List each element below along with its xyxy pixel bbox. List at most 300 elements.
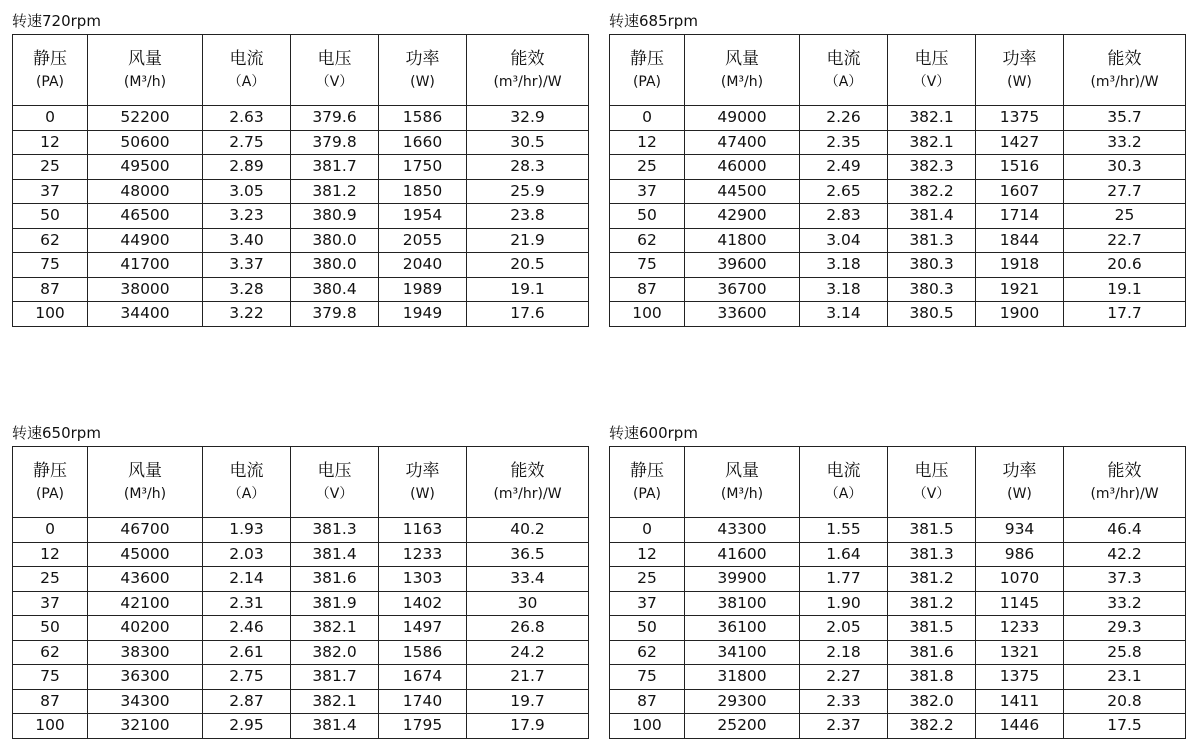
table-cell: 33.2 (1064, 130, 1186, 155)
table-cell: 381.7 (291, 155, 379, 180)
table-cell: 21.7 (467, 665, 589, 690)
table-row (13, 518, 589, 543)
table-cell: 1233 (976, 616, 1064, 641)
column-header-label: 风量 (128, 460, 162, 481)
table-cell: 50 (13, 204, 88, 229)
table-cell: 2.75 (203, 130, 291, 155)
table-cell: 36700 (685, 277, 800, 302)
table-row (610, 616, 1186, 641)
column-header-label: 静压 (630, 460, 664, 481)
table-cell: 1145 (976, 591, 1064, 616)
column-header-label: 静压 (630, 48, 664, 69)
table-cell: 2.31 (203, 591, 291, 616)
table-cell: 2.35 (800, 130, 888, 155)
table-cell: 1375 (976, 665, 1064, 690)
table-cell: 37.3 (1064, 567, 1186, 592)
table-cell: 381.3 (291, 518, 379, 543)
table-cell: 47400 (685, 130, 800, 155)
table-cell: 1660 (379, 130, 467, 155)
column-header-unit: （V） (315, 486, 354, 503)
table-cell: 1070 (976, 567, 1064, 592)
column-header-label: 能效 (1107, 48, 1142, 69)
column-header-label: 能效 (510, 460, 545, 481)
table-cell: 17.6 (467, 302, 589, 327)
table-cell: 46.4 (1064, 518, 1186, 543)
header-row (13, 447, 589, 518)
table-row (610, 155, 1186, 180)
column-header-unit: (PA) (35, 74, 65, 91)
table-cell: 37 (610, 179, 685, 204)
table-cell: 75 (13, 665, 88, 690)
table-cell: 37 (610, 591, 685, 616)
table-cell: 29300 (685, 689, 800, 714)
column-header (467, 447, 589, 518)
table-cell: 25 (13, 155, 88, 180)
table-cell: 0 (610, 518, 685, 543)
table-cell: 41800 (685, 228, 800, 253)
table-cell: 1949 (379, 302, 467, 327)
table-cell: 20.8 (1064, 689, 1186, 714)
table-cell: 2.03 (203, 542, 291, 567)
table-cell: 87 (13, 277, 88, 302)
table-cell: 382.1 (291, 616, 379, 641)
column-header-label: 电流 (229, 460, 264, 481)
table-row (13, 155, 589, 180)
table-cell: 49500 (88, 155, 203, 180)
table-cell: 1402 (379, 591, 467, 616)
table-cell: 1.90 (800, 591, 888, 616)
table-cell: 1586 (379, 106, 467, 131)
table-cell: 48000 (88, 179, 203, 204)
column-header (800, 35, 888, 106)
table-cell: 1795 (379, 714, 467, 739)
table-cell: 50 (13, 616, 88, 641)
table-cell: 382.1 (291, 689, 379, 714)
table-cell: 75 (610, 253, 685, 278)
table-cell: 3.22 (203, 302, 291, 327)
table-cell: 17.9 (467, 714, 589, 739)
column-header-unit: （V） (315, 74, 354, 91)
table-cell: 30.3 (1064, 155, 1186, 180)
column-header (291, 447, 379, 518)
table-cell: 2.89 (203, 155, 291, 180)
column-header (976, 447, 1064, 518)
table-cell: 1989 (379, 277, 467, 302)
performance-table (12, 446, 589, 739)
table-cell: 87 (610, 689, 685, 714)
table-cell: 32.9 (467, 106, 589, 131)
table-cell: 2.18 (800, 640, 888, 665)
column-header (976, 35, 1064, 106)
table-cell: 2.95 (203, 714, 291, 739)
table-cell: 34400 (88, 302, 203, 327)
column-header-label: 电压 (914, 48, 949, 69)
table-cell: 31800 (685, 665, 800, 690)
table-cell: 24.2 (467, 640, 589, 665)
table-cell: 33.2 (1064, 591, 1186, 616)
column-header-label: 电流 (229, 48, 264, 69)
table-block-685 (609, 10, 1186, 327)
header-row (610, 447, 1186, 518)
table-cell: 986 (976, 542, 1064, 567)
column-header-unit: (m³/hr)/W (493, 74, 562, 91)
table-cell: 1.55 (800, 518, 888, 543)
table-cell: 25 (13, 567, 88, 592)
table-cell: 382.1 (888, 106, 976, 131)
column-header-unit: (W) (410, 486, 435, 503)
table-row (13, 130, 589, 155)
column-header-label: 功率 (1002, 460, 1037, 481)
table-cell: 2.26 (800, 106, 888, 131)
column-header (13, 447, 88, 518)
column-header-label: 静压 (33, 48, 67, 69)
column-header-unit: （A） (227, 486, 266, 503)
table-row (610, 542, 1186, 567)
table-cell: 25.9 (467, 179, 589, 204)
table-cell: 381.4 (291, 714, 379, 739)
column-header-unit: (W) (1007, 74, 1032, 91)
table-cell: 1607 (976, 179, 1064, 204)
table-row (13, 228, 589, 253)
column-header-label: 电压 (914, 460, 949, 481)
table-cell: 36.5 (467, 542, 589, 567)
table-cell: 19.7 (467, 689, 589, 714)
column-header (467, 35, 589, 106)
table-cell: 1163 (379, 518, 467, 543)
table-cell: 381.6 (888, 640, 976, 665)
table-cell: 1446 (976, 714, 1064, 739)
table-cell: 12 (13, 542, 88, 567)
table-row (610, 130, 1186, 155)
table-cell: 62 (610, 228, 685, 253)
table-cell: 381.9 (291, 591, 379, 616)
table-cell: 381.4 (291, 542, 379, 567)
table-cell: 34100 (685, 640, 800, 665)
table-cell: 3.40 (203, 228, 291, 253)
table-cell: 3.14 (800, 302, 888, 327)
table-cell: 100 (610, 302, 685, 327)
table-cell: 21.9 (467, 228, 589, 253)
table-cell: 0 (13, 106, 88, 131)
table-title: 转速720rpm (12, 12, 101, 30)
column-header-unit: （A） (824, 74, 863, 91)
table-cell: 41600 (685, 542, 800, 567)
table-cell: 2.87 (203, 689, 291, 714)
column-header-label: 静压 (33, 460, 67, 481)
table-cell: 3.04 (800, 228, 888, 253)
table-row (610, 228, 1186, 253)
table-cell: 40200 (88, 616, 203, 641)
table-cell: 33.4 (467, 567, 589, 592)
table-cell: 100 (13, 714, 88, 739)
column-header (13, 35, 88, 106)
table-cell: 40.2 (467, 518, 589, 543)
table-row (13, 542, 589, 567)
table-cell: 2.05 (800, 616, 888, 641)
table-cell: 379.8 (291, 130, 379, 155)
table-cell: 2.65 (800, 179, 888, 204)
column-header (1064, 35, 1186, 106)
table-cell: 381.2 (888, 567, 976, 592)
table-cell: 1844 (976, 228, 1064, 253)
table-cell: 381.5 (888, 518, 976, 543)
table-cell: 381.3 (888, 228, 976, 253)
table-cell: 20.6 (1064, 253, 1186, 278)
table-cell: 379.6 (291, 106, 379, 131)
table-cell: 100 (13, 302, 88, 327)
column-header (685, 35, 800, 106)
table-cell: 42.2 (1064, 542, 1186, 567)
table-cell: 39600 (685, 253, 800, 278)
table-cell: 380.9 (291, 204, 379, 229)
table-cell: 2.14 (203, 567, 291, 592)
column-header-unit: (PA) (632, 486, 662, 503)
table-cell: 3.18 (800, 253, 888, 278)
table-cell: 19.1 (467, 277, 589, 302)
column-header (379, 35, 467, 106)
column-header-unit: （V） (912, 74, 951, 91)
table-cell: 19.1 (1064, 277, 1186, 302)
column-header-unit: （A） (824, 486, 863, 503)
table-cell: 2.27 (800, 665, 888, 690)
table-cell: 380.3 (888, 253, 976, 278)
column-header-unit: (m³/hr)/W (1090, 74, 1159, 91)
table-row (13, 567, 589, 592)
table-cell: 32100 (88, 714, 203, 739)
table-cell: 2.61 (203, 640, 291, 665)
column-header-unit: (M³/h) (720, 486, 764, 503)
table-cell: 52200 (88, 106, 203, 131)
table-row (13, 714, 589, 739)
table-cell: 381.2 (291, 179, 379, 204)
table-cell: 43600 (88, 567, 203, 592)
table-cell: 37 (13, 179, 88, 204)
table-cell: 12 (13, 130, 88, 155)
table-cell: 26.8 (467, 616, 589, 641)
table-cell: 1750 (379, 155, 467, 180)
table-cell: 2.37 (800, 714, 888, 739)
table-cell: 23.1 (1064, 665, 1186, 690)
table-block-720 (12, 10, 589, 327)
table-row (610, 714, 1186, 739)
table-cell: 34300 (88, 689, 203, 714)
table-cell: 382.2 (888, 179, 976, 204)
table-cell: 1918 (976, 253, 1064, 278)
table-cell: 381.7 (291, 665, 379, 690)
column-header-unit: (PA) (35, 486, 65, 503)
column-header (88, 35, 203, 106)
table-cell: 1427 (976, 130, 1064, 155)
table-cell: 62 (13, 228, 88, 253)
table-cell: 3.18 (800, 277, 888, 302)
table-cell: 1497 (379, 616, 467, 641)
table-cell: 12 (610, 130, 685, 155)
table-cell: 2055 (379, 228, 467, 253)
table-cell: 39900 (685, 567, 800, 592)
table-cell: 20.5 (467, 253, 589, 278)
column-header (610, 35, 685, 106)
header-row (13, 35, 589, 106)
table-cell: 75 (610, 665, 685, 690)
table-cell: 25200 (685, 714, 800, 739)
table-cell: 382.1 (888, 130, 976, 155)
table-row (610, 179, 1186, 204)
table-row (610, 591, 1186, 616)
table-cell: 381.2 (888, 591, 976, 616)
performance-table (609, 446, 1186, 739)
table-cell: 1321 (976, 640, 1064, 665)
table-cell: 1740 (379, 689, 467, 714)
column-header (88, 447, 203, 518)
table-row (13, 591, 589, 616)
column-header-label: 功率 (405, 460, 440, 481)
table-cell: 100 (610, 714, 685, 739)
column-header (1064, 447, 1186, 518)
table-cell: 12 (610, 542, 685, 567)
column-header-label: 能效 (510, 48, 545, 69)
table-row (610, 640, 1186, 665)
table-cell: 29.3 (1064, 616, 1186, 641)
table-row (13, 665, 589, 690)
column-header-unit: (W) (410, 74, 435, 91)
table-cell: 49000 (685, 106, 800, 131)
table-row (610, 665, 1186, 690)
table-cell: 1233 (379, 542, 467, 567)
table-cell: 62 (610, 640, 685, 665)
table-cell: 1.77 (800, 567, 888, 592)
table-cell: 50 (610, 204, 685, 229)
table-cell: 45000 (88, 542, 203, 567)
table-cell: 3.28 (203, 277, 291, 302)
table-cell: 33600 (685, 302, 800, 327)
table-cell: 379.8 (291, 302, 379, 327)
table-row (610, 567, 1186, 592)
table-title: 转速650rpm (12, 424, 101, 442)
table-cell: 1.93 (203, 518, 291, 543)
table-row (13, 640, 589, 665)
table-row (610, 106, 1186, 131)
table-cell: 75 (13, 253, 88, 278)
column-header-label: 能效 (1107, 460, 1142, 481)
table-cell: 381.5 (888, 616, 976, 641)
performance-table (609, 34, 1186, 327)
table-cell: 1516 (976, 155, 1064, 180)
column-header-unit: (m³/hr)/W (493, 486, 562, 503)
table-cell: 2.83 (800, 204, 888, 229)
table-row (13, 277, 589, 302)
column-header (610, 447, 685, 518)
table-cell: 2040 (379, 253, 467, 278)
table-cell: 46500 (88, 204, 203, 229)
table-cell: 1954 (379, 204, 467, 229)
table-cell: 23.8 (467, 204, 589, 229)
table-row (610, 302, 1186, 327)
table-cell: 36100 (685, 616, 800, 641)
table-cell: 42100 (88, 591, 203, 616)
table-row (13, 179, 589, 204)
table-cell: 381.3 (888, 542, 976, 567)
table-cell: 41700 (88, 253, 203, 278)
table-cell: 30 (467, 591, 589, 616)
table-cell: 25 (610, 567, 685, 592)
table-cell: 25 (610, 155, 685, 180)
header-row (610, 35, 1186, 106)
column-header-label: 风量 (725, 460, 759, 481)
table-cell: 382.2 (888, 714, 976, 739)
table-cell: 382.0 (291, 640, 379, 665)
table-cell: 1921 (976, 277, 1064, 302)
table-cell: 44500 (685, 179, 800, 204)
table-cell: 38100 (685, 591, 800, 616)
table-cell: 1714 (976, 204, 1064, 229)
table-cell: 38000 (88, 277, 203, 302)
column-header-label: 风量 (725, 48, 759, 69)
table-row (610, 277, 1186, 302)
column-header-unit: (W) (1007, 486, 1032, 503)
table-cell: 37 (13, 591, 88, 616)
table-row (610, 253, 1186, 278)
table-cell: 380.4 (291, 277, 379, 302)
table-cell: 62 (13, 640, 88, 665)
table-cell: 17.5 (1064, 714, 1186, 739)
table-cell: 1.64 (800, 542, 888, 567)
table-title: 转速685rpm (609, 12, 698, 30)
table-cell: 381.6 (291, 567, 379, 592)
table-cell: 3.05 (203, 179, 291, 204)
column-header-label: 电压 (317, 48, 352, 69)
table-cell: 38300 (88, 640, 203, 665)
table-row (13, 253, 589, 278)
table-row (13, 689, 589, 714)
table-cell: 30.5 (467, 130, 589, 155)
column-header (888, 35, 976, 106)
column-header-unit: (PA) (632, 74, 662, 91)
table-cell: 380.3 (888, 277, 976, 302)
table-cell: 2.49 (800, 155, 888, 180)
table-cell: 380.0 (291, 253, 379, 278)
table-cell: 50600 (88, 130, 203, 155)
table-cell: 380.5 (888, 302, 976, 327)
table-cell: 28.3 (467, 155, 589, 180)
table-cell: 3.37 (203, 253, 291, 278)
table-cell: 2.46 (203, 616, 291, 641)
column-header-label: 电流 (826, 48, 861, 69)
table-cell: 381.8 (888, 665, 976, 690)
column-header-unit: (M³/h) (720, 74, 764, 91)
table-row (610, 689, 1186, 714)
column-header (203, 447, 291, 518)
table-cell: 46700 (88, 518, 203, 543)
table-cell: 2.33 (800, 689, 888, 714)
column-header-label: 电压 (317, 460, 352, 481)
table-cell: 1411 (976, 689, 1064, 714)
table-cell: 87 (13, 689, 88, 714)
column-header (203, 35, 291, 106)
column-header (685, 447, 800, 518)
table-title: 转速600rpm (609, 424, 698, 442)
table-cell: 0 (610, 106, 685, 131)
table-cell: 1674 (379, 665, 467, 690)
table-cell: 382.3 (888, 155, 976, 180)
table-cell: 25 (1064, 204, 1186, 229)
table-cell: 2.63 (203, 106, 291, 131)
table-cell: 17.7 (1064, 302, 1186, 327)
table-row (610, 518, 1186, 543)
table-cell: 25.8 (1064, 640, 1186, 665)
table-cell: 87 (610, 277, 685, 302)
table-cell: 44900 (88, 228, 203, 253)
table-cell: 382.0 (888, 689, 976, 714)
